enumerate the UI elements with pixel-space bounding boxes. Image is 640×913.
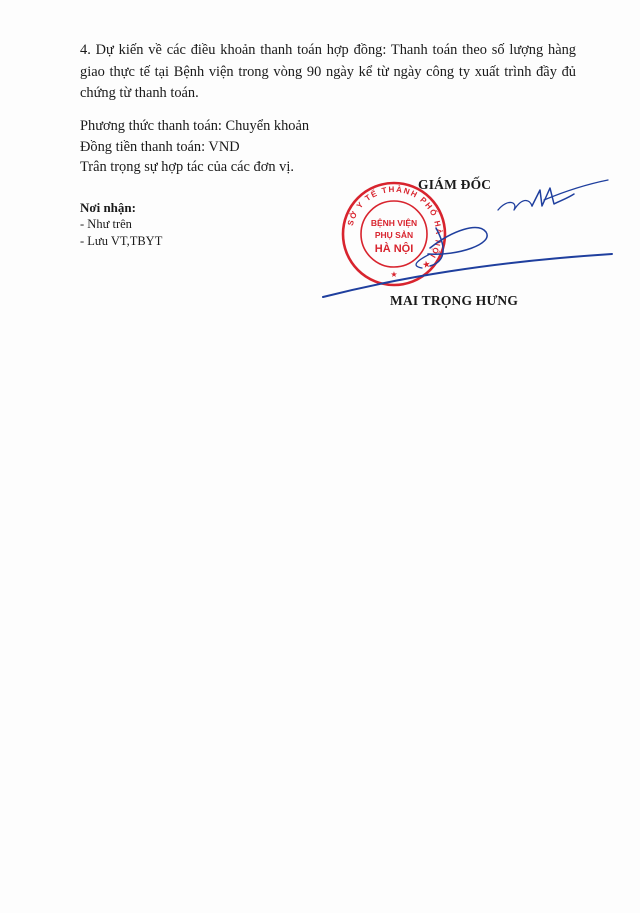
closing-line: Trân trọng sự hợp tác của các đơn vị. <box>80 159 294 175</box>
svg-text:SỞ Y TẾ THÀNH PHỐ HÀ NỘI ★: SỞ Y TẾ THÀNH PHỐ HÀ NỘI ★ <box>345 184 444 272</box>
signatory-name: MAI TRỌNG HƯNG <box>390 293 519 308</box>
recipients-block <box>80 199 162 250</box>
payment-method-line: Phương thức thanh toán: Chuyển khoản <box>80 118 310 134</box>
svg-text:PHỤ SẢN: PHỤ SẢN <box>374 230 414 240</box>
svg-text:★: ★ <box>390 270 398 279</box>
recipients-heading: Nơi nhận: <box>80 200 136 215</box>
currency-line: Đồng tiền thanh toán: VND <box>80 139 240 155</box>
signatory-title: GIÁM ĐỐC <box>418 177 492 192</box>
recipient-item: - Lưu VT,TBYT <box>80 234 163 248</box>
svg-text:HÀ NỘI: HÀ NỘI <box>374 243 414 255</box>
svg-text:BỆNH VIỆN: BỆNH VIỆN <box>370 218 418 228</box>
handwritten-signature <box>318 170 618 310</box>
recipient-item: - Như trên <box>80 217 132 231</box>
payment-terms-clause: 4. Dự kiến về các điều khoản thanh toán hợp đồng: Thanh toán theo số lượng hàng giao thực tế tại Bệnh viện trong vòng 90 ngày kể từ ngày công ty xuất trình đầy đủ chứng từ thanh toán. <box>80 42 576 101</box>
